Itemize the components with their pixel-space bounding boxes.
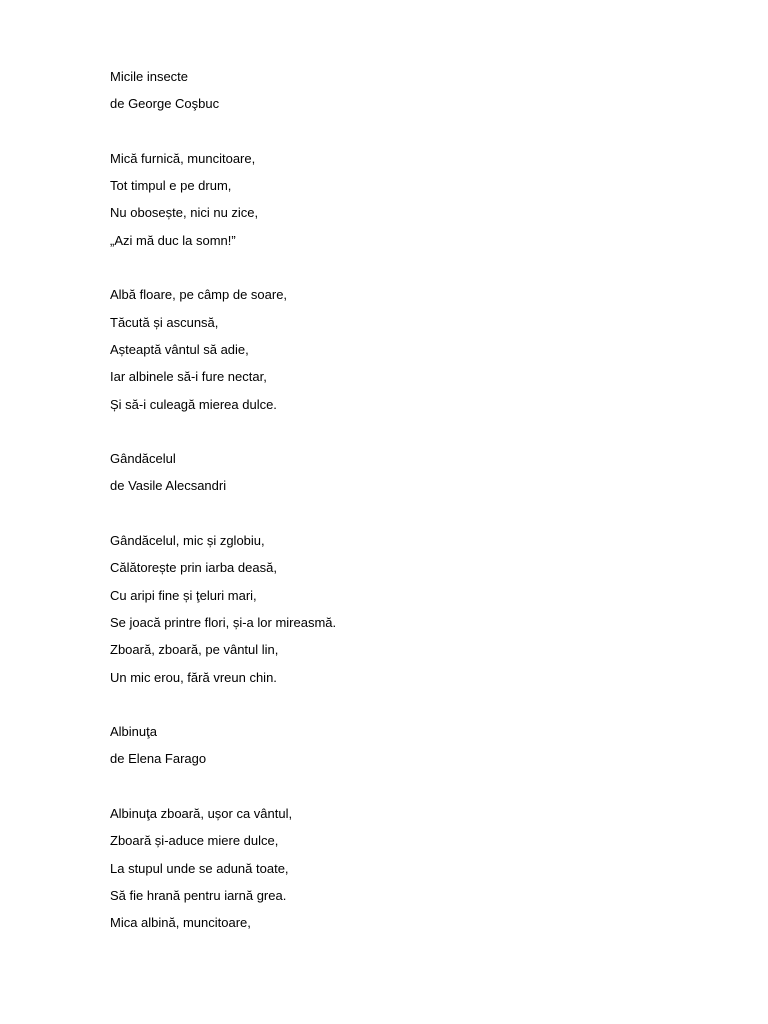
- blank-line: [110, 122, 710, 149]
- poem-line: Călătorește prin iarba deasă,: [110, 560, 277, 576]
- blank-line: [110, 777, 710, 804]
- poem-line: Se joacă printre flori, și-a lor mireasmă.: [110, 614, 337, 630]
- blank-line: [110, 695, 710, 722]
- poem-title: Albinuţa: [110, 724, 157, 740]
- poem-author: de Vasile Alecsandri: [110, 478, 227, 494]
- poem-line: Mică furnică, muncitoare,: [110, 150, 256, 166]
- poem-title: Micile insecte: [110, 69, 189, 84]
- poem-line: La stupul unde se adună toate,: [110, 860, 289, 876]
- poem-line: Cu aripi fine și ţeluri mari,: [110, 587, 257, 603]
- poem-title: Gândăcelul: [110, 451, 176, 467]
- poem-line: Mica albină, muncitoare,: [110, 915, 251, 931]
- poem-line: Albinuţa zboară, ușor ca vântul,: [110, 806, 293, 822]
- blank-line: [110, 258, 710, 285]
- poem-line: Tăcută și ascunsă,: [110, 314, 219, 330]
- poem-line: Zboară și-aduce miere dulce,: [110, 833, 279, 849]
- poem-line: Tot timpul e pe drum,: [110, 178, 232, 194]
- poem-line: Iar albinele să-i fure nectar,: [110, 369, 267, 385]
- blank-line: [110, 504, 710, 531]
- poem-author: de Elena Farago: [110, 751, 207, 767]
- poem-line: Zboară, zboară, pe vântul lin,: [110, 642, 279, 658]
- poem-line: Așteaptă vântul să adie,: [110, 341, 249, 357]
- poem-line: Nu obosește, nici nu zice,: [110, 205, 259, 221]
- poem-line: „Azi mă duc la somn!”: [110, 232, 236, 248]
- poem-line: Și să-i culeagă mierea dulce.: [110, 396, 277, 412]
- poem-line: Să fie hrană pentru iarnă grea.: [110, 887, 287, 903]
- poem-line: Un mic erou, fără vreun chin.: [110, 669, 277, 685]
- blank-line: [110, 422, 710, 449]
- document-body: [110, 67, 710, 941]
- poem-line: Gândăcelul, mic și zglobiu,: [110, 533, 265, 549]
- poem-author: de George Coşbuc: [110, 96, 220, 112]
- poem-line: Albă floare, pe câmp de soare,: [110, 287, 288, 303]
